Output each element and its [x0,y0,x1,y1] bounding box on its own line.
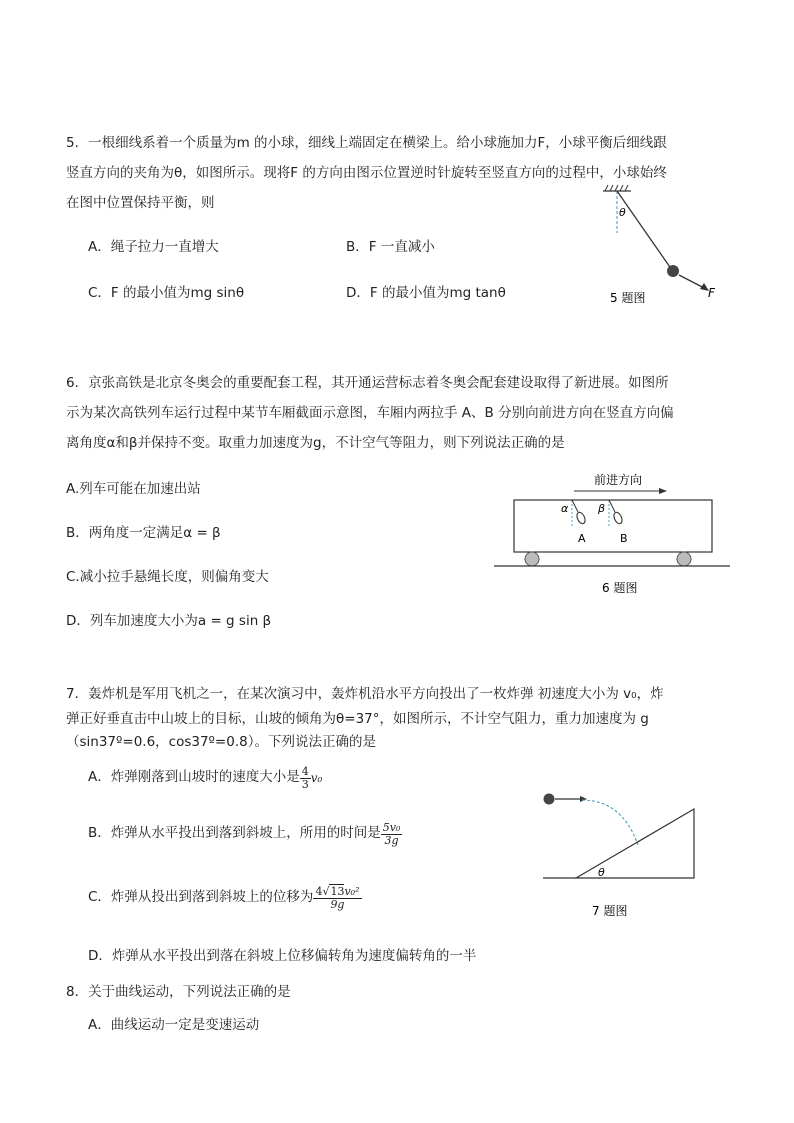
q6-option-d: D．列车加速度大小为a = g sin β [66,613,272,629]
handle-b-strap [609,500,615,512]
q6-option-b: B．两角度一定满足α = β [66,525,221,541]
string-line [617,191,672,270]
q5-caption: 5 题图 [610,291,646,305]
q5-option-d: D．F 的最小值为mg tanθ [346,285,506,301]
q7-option-a-numerator: 4 [301,765,309,778]
q7-option-c-fraction [313,886,361,910]
q5-stem-line-2: 竖直方向的夹角为θ，如图所示。现将F 的方向由图示位置逆时针旋转至竖直方向的过程中，小球始终 [66,165,667,181]
q7-stem-line-2: 弹正好垂直击中山坡上的目标，山坡的倾角为θ=37°，如图所示，不计空气阻力，重力加速度为 g [66,711,649,727]
q7-option-b [88,822,402,846]
q6-stem-line-1: 6．京张高铁是北京冬奥会的重要配套工程，其开通运营标志着冬奥会配套建设取得了新进展。如图所 [66,375,669,391]
q6-handle-a-label: A [578,532,586,545]
q5-option-b: B．F 一直减小 [346,239,435,255]
q7-option-b-numerator: 5v₀ [382,821,401,834]
q7-option-b-denominator: 3g [384,833,399,847]
q7-option-a-text: A．炸弹刚落到山坡时的速度大小是 [88,769,300,786]
wheel-left [525,552,539,566]
q5-angle-label: θ [619,206,626,219]
q8-stem: 8．关于曲线运动，下列说法正确的是 [66,984,291,1000]
q7-option-c-num-tail: v₀² [344,885,360,898]
ball [667,265,679,277]
q5-option-a: A．绳子拉力一直增大 [88,239,219,255]
q7-option-b-text: B．炸弹从水平投出到落到斜坡上，所用的时间是 [88,825,381,842]
handle-a-strap [572,500,578,512]
q8-option-a: A．曲线运动一定是变速运动 [88,1017,260,1033]
q7-caption: 7 题图 [592,904,628,918]
q7-stem-line-1: 7．轰炸机是军用飞机之一，在某次演习中，轰炸机沿水平方向投出了一枚炸弹 初速度大小为 v₀，炸 [66,686,664,702]
q5-force-label: F [708,286,715,300]
q6-option-a: A.列车可能在加速出站 [66,481,201,497]
q7-option-c [88,886,362,910]
q6-handle-b-label: B [620,532,628,545]
q5-stem-line-1: 5．一根细线系着一个质量为m 的小球，细线上端固定在横梁上。给小球施加力F，小球平衡后细线跟 [66,135,667,151]
q7-angle-label: θ [598,866,605,879]
q7-option-c-denominator: 9g [330,897,345,911]
q7-option-c-coef: 4 [315,885,323,898]
trajectory-dashed [582,800,638,845]
sqrt-sign: √ [322,885,330,898]
handle-a-ring [575,511,586,525]
q7-option-a [88,766,322,790]
bomb [544,794,555,805]
q5-option-c: C．F 的最小值为mg sinθ [88,285,245,301]
q7-stem-line-3: （sin37º=0.6，cos37º=0.8）。下列说法正确的是 [66,734,376,750]
q6-alpha-label: α [561,502,569,515]
direction-arrow-head [659,488,667,494]
q6-figure [494,470,734,598]
q5-stem-line-3: 在图中位置保持平衡，则 [66,195,215,211]
q7-figure [540,788,700,922]
q6-direction-label: 前进方向 [594,473,643,487]
q6-caption: 6 题图 [602,581,638,595]
q7-option-b-fraction [381,822,403,846]
q7-option-a-tail: v₀ [310,771,323,786]
q6-stem-line-3: 离角度α和β并保持不变。取重力加速度为g，不计空气等阻力，则下列说法正确的是 [66,435,565,451]
ceiling-beam [603,185,631,191]
handle-b-ring [612,511,623,525]
wheel-right [677,552,691,566]
q7-option-a-denominator: 3 [301,777,309,791]
velocity-arrow-head [580,796,587,802]
slope-triangle [576,809,694,878]
q5-figure [595,183,730,311]
q6-stem-line-2: 示为某次高铁列车运行过程中某节车厢截面示意图，车厢内两拉手 A、B 分别向前进方向在竖直方向偏 [66,405,674,421]
q7-option-a-fraction [300,766,311,790]
q6-option-c: C.减小拉手悬绳长度，则偏角变大 [66,569,269,585]
q7-option-c-root: 13 [330,885,345,898]
q7-option-c-numerator [313,886,361,899]
q7-option-d: D．炸弹从水平投出到落在斜坡上位移偏转角为速度偏转角的一半 [88,948,477,964]
q7-option-c-text: C．炸弹从投出到落到斜坡上的位移为 [88,889,314,906]
q6-beta-label: β [598,502,606,515]
